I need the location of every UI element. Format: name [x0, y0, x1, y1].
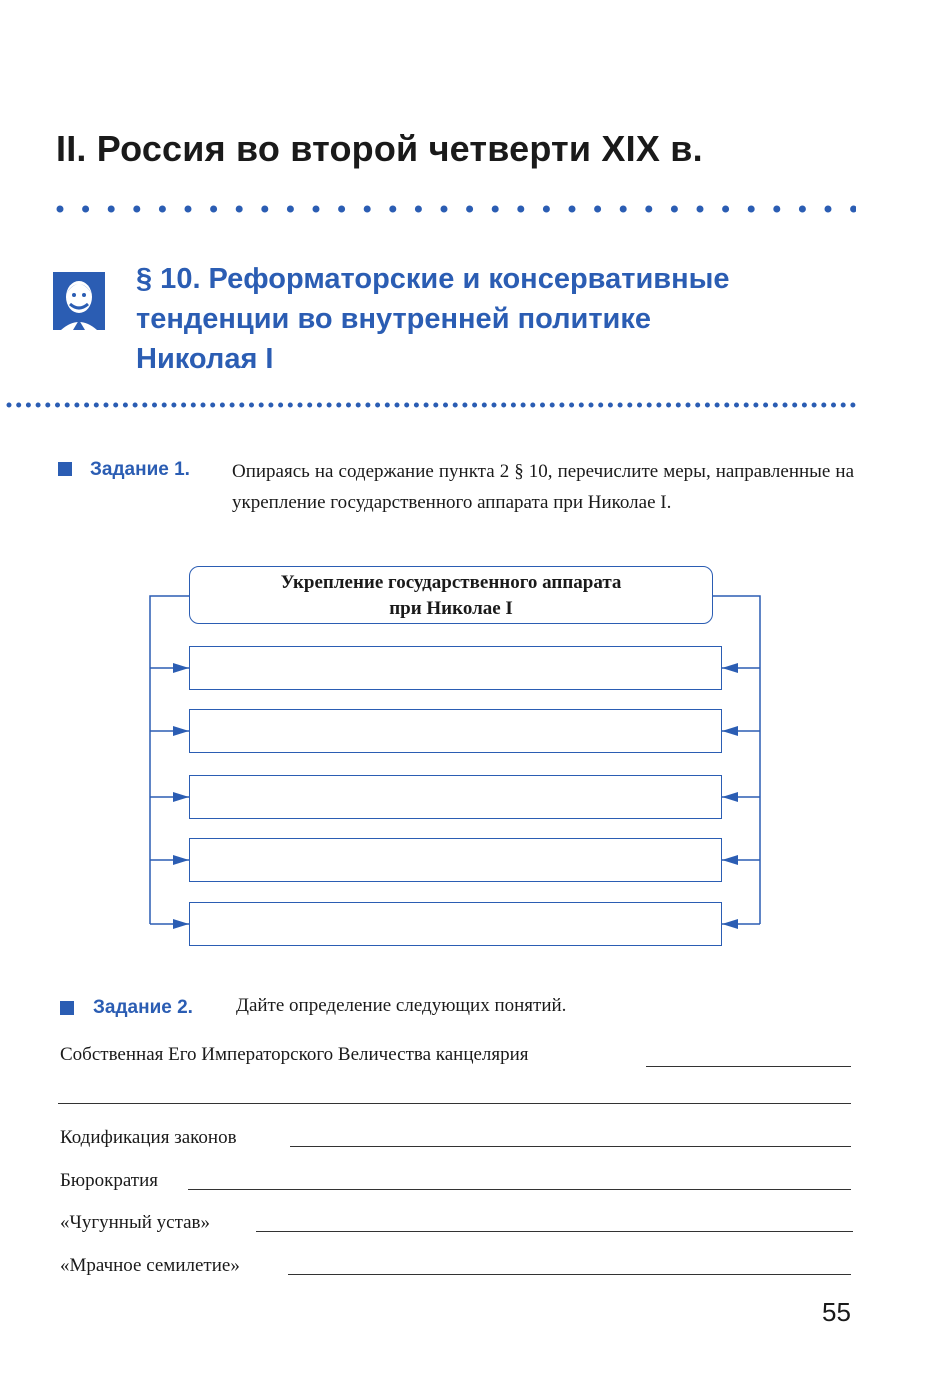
task-marker-icon	[60, 1001, 74, 1015]
task1-text: Опираясь на содержание пункта 2 § 10, перечислите меры, направленные на укрепление государственного аппарата при Николае I.	[232, 461, 854, 513]
answer-box[interactable]	[189, 838, 722, 882]
answer-line[interactable]	[58, 1103, 851, 1104]
task2-text: Дайте определение следующих понятий.	[236, 995, 567, 1016]
task2-label: Задание 2.	[93, 997, 193, 1018]
term-label: «Чугунный устав»	[60, 1212, 211, 1233]
chapter-title: II. Россия во второй четверти XIX в.	[56, 128, 703, 169]
paragraph-title-line: § 10. Реформаторские и консервативные	[136, 263, 730, 295]
paragraph-title-line: тенденции во внутренней политике	[136, 303, 652, 335]
diagram-title-box	[189, 566, 713, 624]
term-label: Бюрократия	[60, 1170, 158, 1191]
answer-line[interactable]	[288, 1274, 851, 1275]
answer-box[interactable]	[189, 646, 722, 690]
term-label: «Мрачное семилетие»	[60, 1255, 240, 1276]
portrait-icon	[53, 272, 105, 330]
answer-box[interactable]	[189, 775, 722, 819]
dotted-divider	[56, 204, 856, 214]
dotted-divider	[6, 400, 858, 410]
answer-line[interactable]	[188, 1189, 851, 1190]
answer-line[interactable]	[256, 1231, 853, 1232]
page-number: 55	[822, 1297, 851, 1327]
task1-label: Задание 1.	[90, 459, 190, 480]
term-label: Собственная Его Императорского Величества канцелярия	[60, 1044, 529, 1065]
diagram-title-line: при Николае I	[389, 598, 513, 619]
term-label: Кодификация законов	[60, 1127, 237, 1148]
paragraph-title	[136, 259, 896, 379]
diagram-title-line: Укрепление государственного аппарата	[280, 572, 622, 593]
answer-line[interactable]	[646, 1066, 851, 1067]
answer-box[interactable]	[189, 709, 722, 753]
answer-line[interactable]	[290, 1146, 851, 1147]
task-marker-icon	[58, 462, 72, 476]
answer-box[interactable]	[189, 902, 722, 946]
paragraph-title-line: Николая I	[136, 343, 274, 375]
